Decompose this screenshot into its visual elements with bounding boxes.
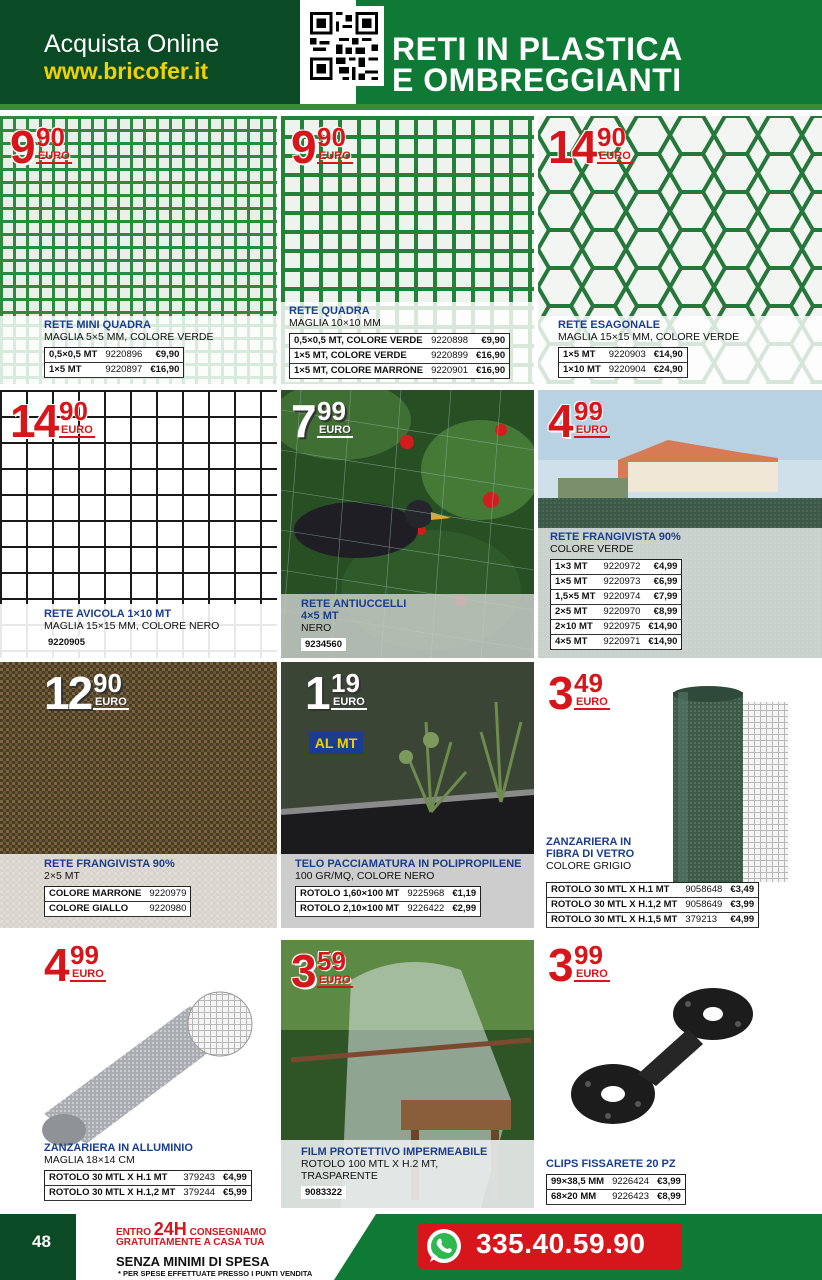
table-row — [296, 887, 481, 902]
table-row — [45, 363, 184, 378]
product-variant-table — [44, 886, 191, 917]
variant-size: 1×5 MT — [551, 575, 600, 590]
variant-code: 379213 — [681, 913, 726, 928]
product-name: RETE FRANGIVISTA 90% — [550, 531, 681, 543]
variant-code: 9226422 — [403, 902, 448, 917]
variant-price: €9,90 — [472, 334, 510, 349]
variant-price: €4,99 — [726, 913, 758, 928]
product-card-rete-antiuccelli — [281, 390, 534, 658]
variant-price: €14,90 — [644, 635, 682, 650]
price-integer: 9 — [291, 121, 315, 173]
price-currency: EURO — [333, 696, 365, 708]
product-variant-table — [550, 559, 682, 650]
price-integer: 4 — [44, 939, 68, 991]
table-row — [45, 348, 184, 363]
variant-code: 9220904 — [605, 363, 650, 378]
price-integer: 1 — [305, 667, 329, 719]
product-description: MAGLIA 10×10 MM — [289, 317, 381, 329]
product-name-line2: 4×5 MT — [301, 610, 339, 622]
table-row — [551, 590, 682, 605]
variant-size: 68×20 MM — [547, 1190, 609, 1205]
product-card-film-protettivo — [281, 940, 534, 1208]
product-card-rete-avicola — [0, 390, 277, 658]
price-decimal: 99 — [574, 940, 603, 970]
price-currency: EURO — [95, 696, 127, 708]
product-description: 2×5 MT — [44, 870, 80, 882]
product-name: ZANZARIERA IN — [546, 836, 632, 848]
product-description: MAGLIA 5×5 MM, COLORE VERDE — [44, 331, 214, 343]
variant-size: COLORE MARRONE — [45, 887, 146, 902]
variant-price: €3,49 — [726, 883, 758, 898]
price-tag — [10, 120, 150, 180]
delivery-promo-consegniamo: CONSEGNIAMO — [189, 1227, 267, 1238]
price-decimal: 90 — [59, 396, 88, 426]
variant-price: €4,99 — [219, 1171, 251, 1186]
variant-price: €4,99 — [644, 560, 682, 575]
product-description: 100 GR/MQ, COLORE NERO — [295, 870, 435, 882]
variant-code: 9220971 — [599, 635, 644, 650]
price-decimal: 90 — [597, 122, 626, 152]
table-row — [559, 348, 688, 363]
variant-price: €1,19 — [448, 887, 480, 902]
variant-size: 2×5 MT — [551, 605, 600, 620]
variant-code: 9220899 — [427, 349, 472, 364]
price-integer: 3 — [291, 945, 315, 997]
price-tag — [548, 394, 688, 454]
variant-code: 9226424 — [608, 1175, 653, 1190]
price-decimal: 49 — [574, 668, 603, 698]
table-row — [547, 913, 759, 928]
product-name: CLIPS FISSARETE 20 PZ — [546, 1158, 676, 1170]
table-row — [45, 902, 191, 917]
price-decimal: 99 — [574, 396, 603, 426]
variant-price: €6,99 — [644, 575, 682, 590]
table-row — [296, 902, 481, 917]
variant-price: €3,99 — [726, 898, 758, 913]
delivery-promo — [116, 1219, 326, 1248]
price-currency: EURO — [576, 968, 608, 980]
variant-code: 9220901 — [427, 364, 472, 379]
website-link[interactable]: www.bricofer.it — [44, 58, 209, 84]
variant-size: 1×5 MT — [559, 348, 605, 363]
price-integer: 14 — [548, 121, 596, 173]
product-code: 9220905 — [44, 636, 89, 649]
product-info — [301, 598, 521, 652]
table-row — [551, 635, 682, 650]
price-tag — [291, 944, 431, 1004]
price-integer: 7 — [291, 395, 315, 447]
header-divider — [0, 104, 822, 110]
delivery-promo-entro: ENTRO — [116, 1227, 151, 1238]
variant-price: €14,90 — [650, 348, 688, 363]
acquista-online-label: Acquista Online — [44, 30, 220, 58]
price-currency: EURO — [319, 974, 351, 986]
table-row — [290, 364, 510, 379]
variant-size: 0,5×0,5 MT, COLORE VERDE — [290, 334, 428, 349]
page-title — [392, 31, 683, 98]
price-tag — [10, 938, 150, 998]
product-variant-table — [295, 886, 481, 917]
variant-size: 4×5 MT — [551, 635, 600, 650]
variant-code: 9220979 — [145, 887, 190, 902]
price-decimal: 99 — [70, 940, 99, 970]
variant-size: ROTOLO 30 MTL X H.1 MT — [45, 1171, 180, 1186]
variant-size: 0,5×0,5 MT — [45, 348, 102, 363]
variant-code: 9220975 — [599, 620, 644, 635]
variant-price: €8,99 — [653, 1190, 685, 1205]
product-name: RETE AVICOLA 1×10 MT — [44, 608, 172, 620]
variant-price: €2,99 — [448, 902, 480, 917]
price-integer: 3 — [548, 667, 572, 719]
variant-price: €5,99 — [219, 1186, 251, 1201]
variant-code: 9220970 — [599, 605, 644, 620]
variant-code: 379244 — [179, 1186, 219, 1201]
product-card-rete-esagonale — [538, 116, 822, 384]
table-row — [290, 349, 510, 364]
price-tag — [548, 120, 688, 180]
variant-price: €24,90 — [650, 363, 688, 378]
product-info — [289, 305, 529, 379]
price-currency: EURO — [38, 150, 70, 162]
product-name: RETE ESAGONALE — [558, 319, 661, 331]
page-footer — [0, 1214, 822, 1280]
price-integer: 4 — [548, 395, 572, 447]
product-info — [546, 1158, 766, 1205]
price-tag — [548, 938, 688, 998]
product-variant-table — [546, 882, 759, 928]
price-tag — [291, 394, 431, 454]
variant-size: 1×3 MT — [551, 560, 600, 575]
page-header — [0, 0, 822, 108]
product-card-rete-frangivista-colori — [0, 662, 277, 928]
table-row — [45, 1186, 252, 1201]
variant-price: €9,90 — [146, 348, 184, 363]
table-row — [551, 620, 682, 635]
product-description: ROTOLO 100 MTL X H.2 MT, — [301, 1158, 439, 1170]
price-decimal: 59 — [317, 946, 346, 976]
variant-code: 9220973 — [599, 575, 644, 590]
no-minimum-spend: SENZA MINIMI DI SPESA — [116, 1254, 270, 1269]
price-currency: EURO — [72, 968, 104, 980]
page-title-line1: RETI IN PLASTICA — [392, 31, 683, 67]
variant-price: €14,90 — [644, 620, 682, 635]
price-decimal: 90 — [317, 122, 346, 152]
product-name: RETE MINI QUADRA — [44, 319, 151, 331]
product-variant-table — [44, 1170, 252, 1201]
price-integer: 12 — [44, 667, 92, 719]
product-name: RETE FRANGIVISTA 90% — [44, 858, 175, 870]
price-currency: EURO — [61, 424, 93, 436]
variant-price: €8,99 — [644, 605, 682, 620]
variant-code: 379243 — [179, 1171, 219, 1186]
product-variant-table — [546, 1174, 686, 1205]
page-number: 48 — [0, 1214, 76, 1280]
product-info — [44, 858, 264, 917]
price-currency: EURO — [599, 150, 631, 162]
product-description: COLORE GRIGIO — [546, 860, 632, 872]
table-row — [45, 1171, 252, 1186]
phone-number[interactable]: 335.40.59.90 — [476, 1228, 646, 1259]
variant-size: 1×10 MT — [559, 363, 605, 378]
product-name: FILM PROTETTIVO IMPERMEABILE — [301, 1146, 488, 1158]
product-card-telo-pacciamatura — [281, 662, 534, 928]
product-card-zanzariera-alluminio — [0, 934, 277, 1208]
price-tag — [548, 666, 688, 726]
variant-size: ROTOLO 1,60×100 MT — [296, 887, 404, 902]
variant-price: €7,99 — [644, 590, 682, 605]
variant-size: 2×10 MT — [551, 620, 600, 635]
product-code: 9234560 — [301, 638, 346, 651]
delivery-promo-gratuitamente: GRATUITAMENTE A CASA TUA — [116, 1237, 265, 1248]
variant-size: ROTOLO 30 MTL X H.1,2 MT — [547, 898, 682, 913]
product-info — [44, 1142, 264, 1201]
price-tag — [10, 394, 150, 454]
product-card-zanzariera-fibra — [538, 662, 822, 928]
table-row — [290, 334, 510, 349]
variant-size: 1,5×5 MT — [551, 590, 600, 605]
product-description: MAGLIA 18×14 CM — [44, 1154, 135, 1166]
variant-size: 99×38,5 MM — [547, 1175, 609, 1190]
product-description-line2: TRASPARENTE — [301, 1170, 378, 1182]
table-row — [551, 575, 682, 590]
price-decimal: 99 — [317, 396, 346, 426]
variant-price: €16,90 — [472, 349, 510, 364]
qr-code-icon[interactable] — [304, 6, 384, 86]
price-integer: 9 — [10, 121, 34, 173]
table-row — [551, 560, 682, 575]
product-card-clips-fissarete — [538, 934, 822, 1208]
product-card-rete-quadra — [281, 116, 534, 384]
table-row — [547, 898, 759, 913]
variant-size: ROTOLO 30 MTL X H.1,5 MT — [547, 913, 682, 928]
variant-code: 9220980 — [145, 902, 190, 917]
variant-size: ROTOLO 30 MTL X H.1 MT — [547, 883, 682, 898]
product-description: COLORE VERDE — [550, 543, 634, 555]
variant-size: COLORE GIALLO — [45, 902, 146, 917]
variant-size: ROTOLO 30 MTL X H.1,2 MT — [45, 1186, 180, 1201]
table-row — [547, 1190, 686, 1205]
variant-price: €16,90 — [146, 363, 184, 378]
product-name: RETE ANTIUCCELLI — [301, 598, 407, 610]
variant-code: 9225968 — [403, 887, 448, 902]
product-variant-table — [289, 333, 510, 379]
delivery-promo-24h: 24H — [153, 1219, 187, 1239]
variant-code: 9220972 — [599, 560, 644, 575]
table-row — [551, 605, 682, 620]
price-currency: EURO — [319, 424, 351, 436]
footnote: * PER SPESE EFFETTUATE PRESSO I PUNTI VENDITA — [118, 1269, 313, 1278]
table-row — [547, 883, 759, 898]
price-tag — [291, 120, 431, 180]
per-meter-badge: AL MT — [309, 732, 363, 754]
product-name: RETE QUADRA — [289, 305, 370, 317]
price-decimal: 90 — [93, 668, 122, 698]
price-currency: EURO — [319, 150, 351, 162]
product-name-line2: FIBRA DI VETRO — [546, 848, 635, 860]
variant-code: 9058648 — [681, 883, 726, 898]
product-info — [44, 608, 274, 650]
product-card-rete-mini-quadra — [0, 116, 277, 384]
product-info — [44, 319, 264, 378]
price-currency: EURO — [576, 424, 608, 436]
whatsapp-icon — [424, 1226, 464, 1266]
price-currency: EURO — [576, 696, 608, 708]
variant-code: 9220896 — [101, 348, 146, 363]
variant-code: 9220898 — [427, 334, 472, 349]
variant-code: 9226423 — [608, 1190, 653, 1205]
table-row — [45, 887, 191, 902]
product-card-rete-frangivista-verde — [538, 390, 822, 658]
product-info — [301, 1146, 521, 1200]
price-integer: 14 — [10, 395, 58, 447]
product-description: MAGLIA 15×15 MM, COLORE NERO — [44, 620, 220, 632]
product-description: NERO — [301, 622, 332, 634]
variant-size: 1×5 MT, COLORE MARRONE — [290, 364, 428, 379]
product-name: TELO PACCIAMATURA IN POLIPROPILENE — [295, 858, 522, 870]
page-title-line2: E OMBREGGIANTI — [392, 62, 682, 98]
variant-size: 1×5 MT, COLORE VERDE — [290, 349, 428, 364]
variant-code: 9058649 — [681, 898, 726, 913]
variant-size: ROTOLO 2,10×100 MT — [296, 902, 404, 917]
product-code: 9083322 — [301, 1186, 346, 1199]
product-info — [558, 319, 778, 378]
product-variant-table — [558, 347, 688, 378]
variant-size: 1×5 MT — [45, 363, 102, 378]
product-name: ZANZARIERA IN ALLUMINIO — [44, 1142, 193, 1154]
price-tag — [291, 666, 431, 726]
whatsapp-contact-button[interactable] — [418, 1223, 682, 1269]
product-info — [295, 858, 530, 917]
price-decimal: 19 — [331, 668, 360, 698]
price-integer: 3 — [548, 939, 572, 991]
table-row — [547, 1175, 686, 1190]
product-info — [546, 836, 746, 872]
variant-code: 9220974 — [599, 590, 644, 605]
variant-price: €16,90 — [472, 364, 510, 379]
price-decimal: 90 — [36, 122, 65, 152]
variant-code: 9220897 — [101, 363, 146, 378]
variant-code: 9220903 — [605, 348, 650, 363]
product-info — [550, 531, 730, 650]
product-variant-table — [44, 347, 184, 378]
table-row — [559, 363, 688, 378]
variant-price: €3,99 — [653, 1175, 685, 1190]
price-tag — [10, 666, 150, 726]
product-description: MAGLIA 15×15 MM, COLORE VERDE — [558, 331, 740, 343]
